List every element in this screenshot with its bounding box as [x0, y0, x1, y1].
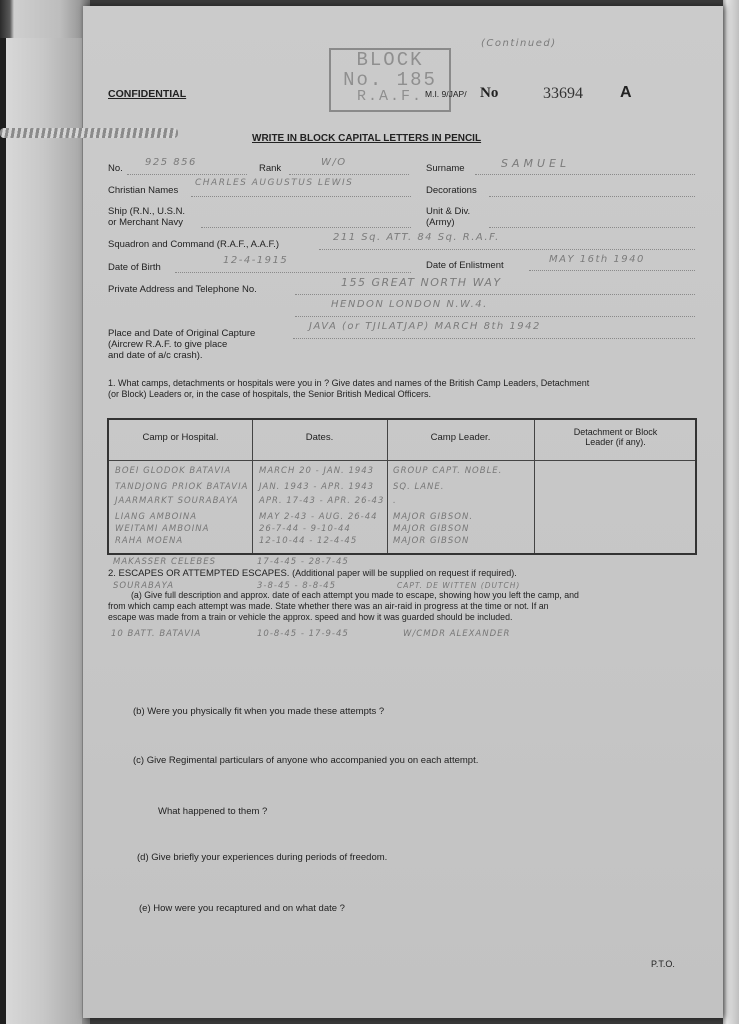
- header-detachment: [534, 427, 697, 447]
- row-7-camp: MAKASSER CELEBES: [113, 557, 217, 567]
- row-1-leader: GROUP CAPT. NOBLE.: [393, 466, 503, 476]
- row-5-camp: WEITAMI AMBOINA: [115, 524, 210, 534]
- form-suffix: A: [620, 84, 632, 101]
- surname-label: Surname: [426, 163, 465, 174]
- squadron-label: Squadron and Command (R.A.F., A.A.F.): [108, 239, 280, 250]
- binder-spine: [0, 38, 82, 1024]
- row-3-camp: JAARMARKT SOURABAYA: [115, 496, 239, 506]
- block-stamp: [329, 48, 451, 112]
- enlistment-label: Date of Enlistment: [426, 260, 504, 271]
- question-1-line-1: 1. What camps, detachments or hospitals were you in ? Give dates and names of the British Camp Leaders, Detachment: [108, 378, 590, 388]
- row-9-dates: 10-8-45 - 17-9-45: [257, 629, 349, 639]
- no-value: 925 856: [145, 157, 197, 168]
- row-4-dates: MAY 2-43 - AUG. 26-44: [259, 512, 378, 522]
- question-2c: (c) Give Regimental particulars of anyone who accompanied you on each attempt.: [133, 755, 479, 766]
- no-label: No.: [108, 163, 123, 174]
- corner-note: (Continued): [481, 38, 557, 49]
- document-page: [83, 6, 723, 1018]
- question-2d: (d) Give briefly your experiences during periods of freedom.: [137, 852, 388, 863]
- stamp-line-3: R.A.F.: [356, 88, 423, 105]
- page-stack-edge: [723, 0, 739, 1024]
- address-value-2: HENDON LONDON N.W.4.: [331, 299, 488, 310]
- question-2-title: [108, 568, 517, 579]
- unit-label-1: Unit & Div.: [426, 206, 471, 217]
- row-4-leader: MAJOR GIBSON.: [393, 512, 474, 522]
- header-detachment-line-2: Leader (if any).: [585, 437, 646, 447]
- capture-label-1: Place and Date of Original Capture: [108, 328, 256, 339]
- row-5-dates: 26-7-44 - 9-10-44: [259, 524, 351, 534]
- row-1-camp: BOEI GLODOK BATAVIA: [115, 466, 232, 476]
- question-2a-line-2: from which camp each attempt was made. State whether there was an air-raid in progress at the time or not. If an: [108, 601, 549, 611]
- row-3-leader: .: [393, 496, 397, 506]
- row-8-dates: 3-8-45 - 8-8-45: [257, 581, 337, 591]
- stamp-line-2: No. 185: [343, 69, 437, 91]
- ship-line: [201, 227, 411, 228]
- question-2a-line-3: escape was made from a train or vehicle the approx. speed and how it was guarded should be included.: [108, 612, 513, 622]
- question-1-line-2: (or Block) Leaders or, in the case of hospitals, the Senior British Medical Officers.: [108, 389, 431, 399]
- address-label: Private Address and Telephone No.: [108, 284, 257, 295]
- surname-line: [475, 174, 695, 175]
- row-5-leader: MAJOR GIBSON: [393, 524, 470, 534]
- rank-value: W/O: [321, 157, 347, 168]
- ship-label-2: or Merchant Navy: [108, 217, 183, 228]
- row-1-dates: MARCH 20 - JAN. 1943: [259, 466, 375, 476]
- question-2c-followup: What happened to them ?: [158, 806, 268, 817]
- row-8-leader: CAPT. DE WITTEN (DUTCH): [397, 581, 521, 590]
- enlistment-value: MAY 16th 1940: [549, 254, 645, 265]
- enlistment-line: [529, 270, 695, 271]
- header-dates: Dates.: [305, 432, 334, 443]
- header-detachment-line-1: Detachment or Block: [573, 427, 658, 437]
- squadron-value: 211 Sq. ATT. 84 Sq. R.A.F.: [333, 232, 500, 243]
- pto-label: P.T.O.: [651, 959, 675, 969]
- squadron-line: [319, 249, 695, 250]
- unit-label-2: (Army): [426, 217, 455, 228]
- number-label: No: [480, 85, 499, 101]
- header-camp-leader: Camp Leader.: [430, 432, 491, 443]
- row-2-camp: TANDJONG PRIOK BATAVIA: [115, 482, 249, 492]
- row-7-dates: 17-4-45 - 28-7-45: [257, 557, 349, 567]
- table-header-rule: [109, 460, 695, 461]
- row-3-dates: APR. 17-43 - APR. 26-43: [259, 496, 385, 506]
- instruction-heading: WRITE IN BLOCK CAPITAL LETTERS IN PENCIL: [252, 133, 482, 144]
- stamp-line-1: BLOCK: [356, 49, 424, 71]
- row-8-camp: SOURABAYA: [113, 581, 175, 591]
- rank-label: Rank: [259, 163, 282, 174]
- dob-line: [175, 272, 411, 273]
- confidential-label: CONFIDENTIAL: [108, 88, 187, 100]
- row-4-camp: LIANG AMBOINA: [115, 512, 198, 522]
- capture-label-3: and date of a/c crash).: [108, 350, 203, 361]
- row-6-leader: MAJOR GIBSON: [393, 536, 470, 546]
- christian-names-line: [191, 196, 411, 197]
- question-2a-line-1: (a) Give full description and approx. date of each attempt you made to escape, showing how you left the camp, and: [131, 590, 579, 600]
- binding-string: [0, 128, 178, 138]
- decorations-line: [489, 196, 695, 197]
- row-2-leader: SQ. LANE.: [393, 482, 445, 492]
- question-2-title-note: (Additional paper will be supplied on request if required).: [292, 568, 517, 578]
- capture-value: JAVA (or TJILATJAP) MARCH 8th 1942: [309, 321, 541, 332]
- form-number: 33694: [543, 85, 583, 102]
- surname-value: SAMUEL: [501, 157, 571, 170]
- no-line: [127, 174, 247, 175]
- row-9-camp: 10 BATT. BATAVIA: [111, 629, 202, 639]
- capture-line: [293, 338, 695, 339]
- address-line-2: [295, 316, 695, 317]
- row-6-dates: 12-10-44 - 12-4-45: [259, 536, 358, 546]
- form-code: M.I. 9/JAP/: [425, 89, 467, 99]
- ship-label-1: Ship (R.N., U.S.N.: [108, 206, 186, 217]
- unit-line: [489, 227, 695, 228]
- dob-label: Date of Birth: [108, 262, 161, 273]
- question-2-title-text: 2. ESCAPES OR ATTEMPTED ESCAPES.: [108, 568, 290, 579]
- row-2-dates: JAN. 1943 - APR. 1943: [259, 482, 375, 492]
- header-camp: Camp or Hospital.: [142, 432, 219, 443]
- christian-names-value: CHARLES AUGUSTUS LEWIS: [195, 178, 354, 188]
- address-value-1: 155 GREAT NORTH WAY: [341, 276, 502, 289]
- christian-names-label: Christian Names: [108, 185, 179, 196]
- dob-value: 12-4-1915: [223, 255, 289, 266]
- decorations-label: Decorations: [426, 185, 477, 196]
- address-line-1: [295, 294, 695, 295]
- camps-table: [107, 418, 697, 555]
- row-6-camp: RAHA MOENA: [115, 536, 184, 546]
- row-9-leader: W/CMDR ALEXANDER: [403, 629, 511, 639]
- capture-label-2: (Aircrew R.A.F. to give place: [108, 339, 228, 350]
- question-2b: (b) Were you physically fit when you made these attempts ?: [133, 706, 385, 717]
- question-2e: (e) How were you recaptured and on what date ?: [139, 903, 345, 914]
- rank-line: [289, 174, 409, 175]
